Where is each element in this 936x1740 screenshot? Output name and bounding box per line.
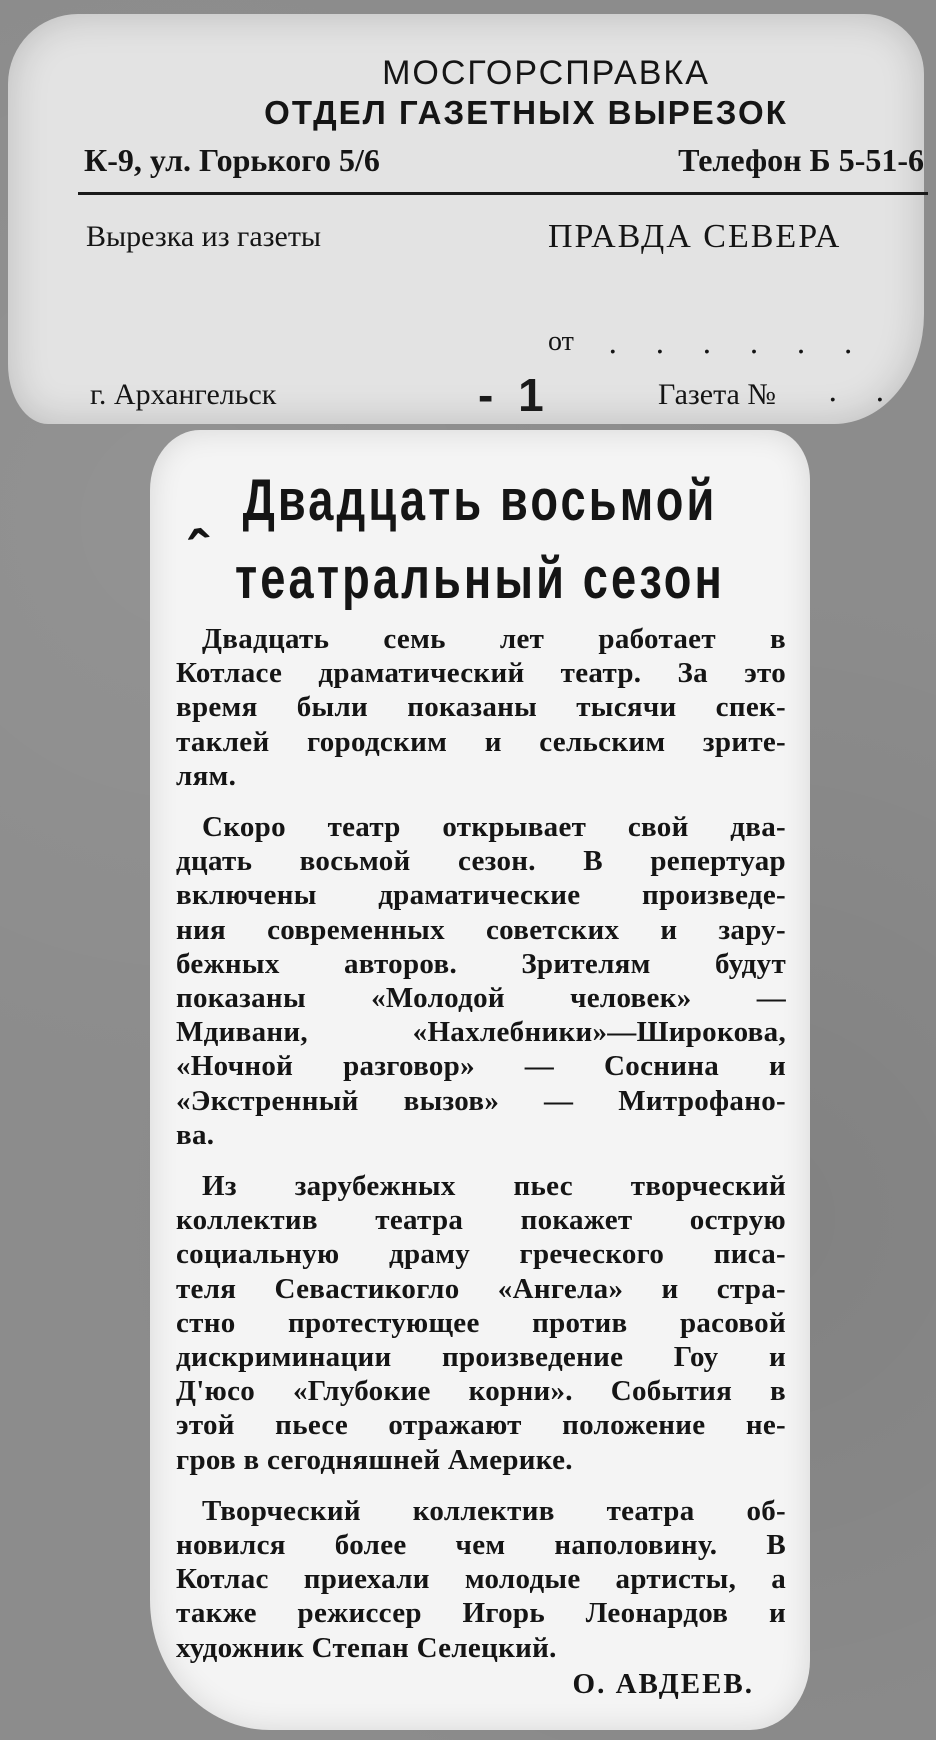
article-line: таклей городским и сельским зрите- [176,725,786,758]
date-stamp: - 1 [478,369,550,421]
clipping-service-stamp [8,14,924,424]
article-body [176,622,786,1682]
article-line: Скоро театр открывает свой два- [202,811,786,844]
article-line: новился более чем наполовину. В [176,1529,786,1562]
article-line: социальную драму греческого писа- [176,1238,786,1271]
article-line: лям. [176,759,237,792]
article-line: коллектив театра покажет острую [176,1204,786,1237]
article-line: включены драматические произведе- [176,879,786,912]
article-line: показаны «Молодой человек» — [176,982,786,1015]
pencil-mark-icon: ˆ [185,517,215,588]
article-line: дискриминации произведение Гоу и [176,1341,786,1374]
article-line: Котласе драматический театр. За это [176,657,786,690]
article-line: Д'юсо «Глубокие корни». События в [176,1375,786,1408]
agency-name: МОСГОРСПРАВКА [382,54,710,92]
article-line: «Экстренный вызов» — Митрофано- [176,1084,786,1117]
newspaper-name: ПРАВДА СЕВЕРА [548,218,842,255]
article-line: ва. [176,1118,215,1151]
article-line: время были показаны тысячи спек- [176,691,786,724]
city-label: г. Архангельск [90,378,277,411]
article-paragraph [176,1169,786,1477]
article-line: Двадцать семь лет работает в [202,623,786,655]
agency-phone: Телефон Б 5-51-6 [678,142,924,178]
newspaper-clipping [150,430,810,1730]
issue-number-label: Газета № [658,378,776,411]
article-line: дцать восьмой сезон. В репертуар [176,845,786,878]
agency-address: К-9, ул. Горького 5/6 [84,142,380,178]
issue-number-dots: . . [828,374,899,409]
article-line: ния современных советских и зару- [176,913,786,946]
article-line: Творческий коллектив театра об- [202,1494,786,1527]
article-line: бежных авторов. Зрителям будут [176,947,786,980]
article-line: также режиссер Игорь Леонардов и [176,1597,786,1630]
article-line: Мдивани, «Нахлебники»—Широкова, [176,1016,786,1049]
article-line: гров в сегодняшней Америке. [176,1443,573,1476]
headline-line-1: Двадцать восьмой [242,468,718,533]
article-author: О. АВДЕЕВ. [572,1668,754,1700]
article-headline [223,462,738,618]
article-line: теля Севастикогло «Ангела» и стра- [176,1272,786,1305]
headline-line-2: театральный сезон [234,546,726,611]
article-line: Котлас приехали молодые артисты, а [176,1563,786,1596]
article-line: художник Степан Селецкий. [176,1631,557,1664]
article-paragraph [176,622,786,793]
article-line: стно протестующее против расовой [176,1306,786,1339]
article-line: этой пьесе отражают положение не- [176,1409,786,1442]
article-line: Из зарубежных пьес творческий [202,1170,786,1203]
article-paragraph [176,1494,786,1665]
from-date-dots: . . . . . . [608,326,867,361]
stamp-divider [78,192,928,195]
article-paragraph [176,810,786,1152]
department-name: ОТДЕЛ ГАЗЕТНЫХ ВЫРЕЗОК [264,94,788,131]
article-line: «Ночной разговор» — Соснина и [176,1050,786,1083]
cut-from-label: Вырезка из газеты [86,220,322,253]
from-label: от [548,326,574,357]
